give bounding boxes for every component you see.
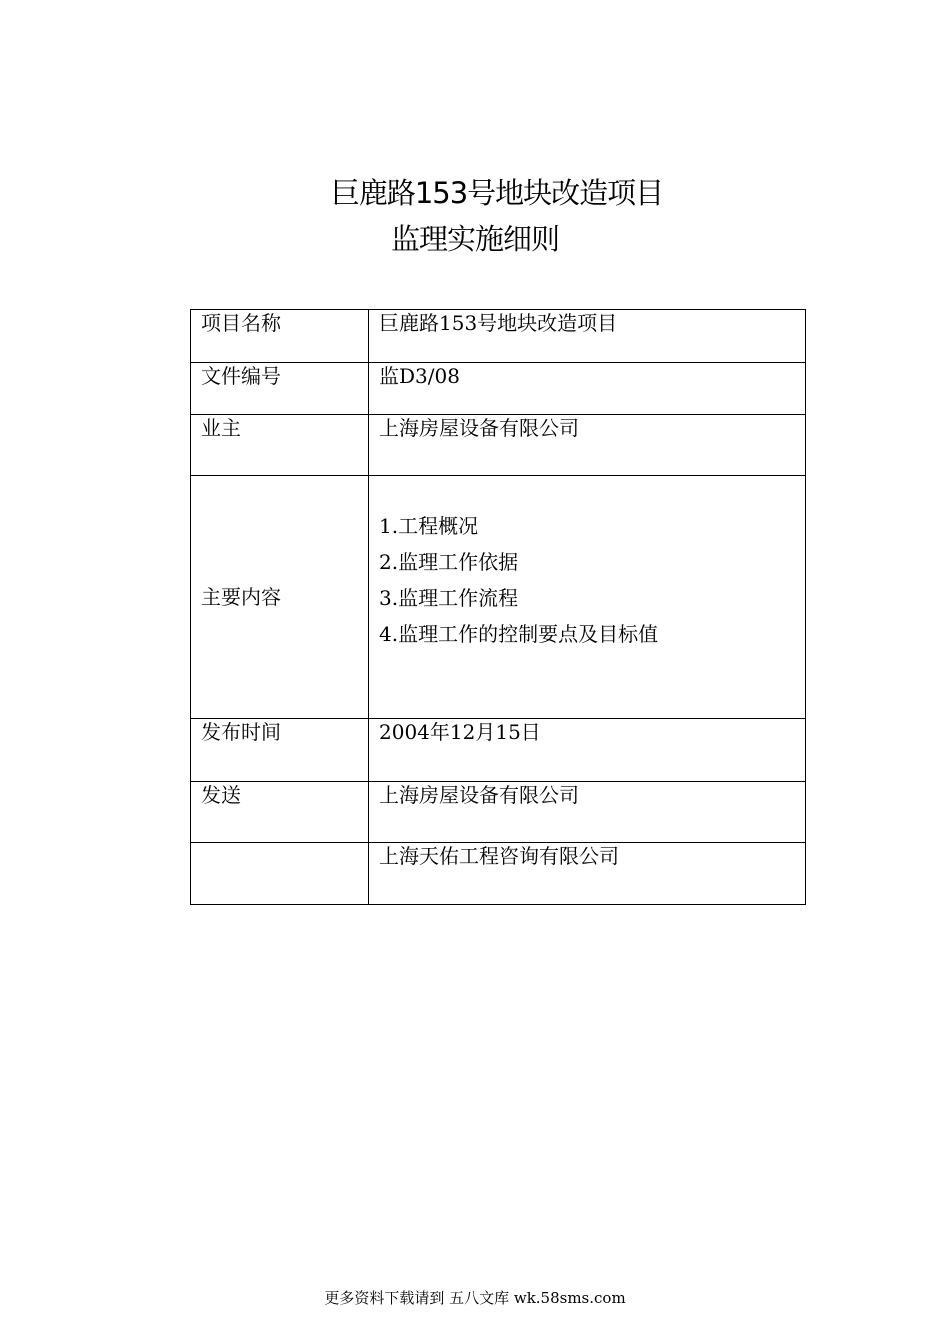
table-row [191, 782, 806, 843]
list-item: 1.工程概况 [379, 514, 479, 538]
document-subtitle: 监理实施细则 [390, 222, 559, 256]
row-value: 巨鹿路153号地块改造项目 [369, 310, 806, 363]
table-row [191, 310, 806, 363]
table-row [191, 363, 806, 415]
row-value: 上海房屋设备有限公司 [369, 782, 806, 843]
row-label: 业主 [191, 415, 369, 476]
row-value: 上海天佑工程咨询有限公司 [369, 843, 806, 905]
table-row [191, 476, 806, 719]
row-value: 监D3/08 [369, 363, 806, 415]
row-value: 上海房屋设备有限公司 [369, 415, 806, 476]
content-list-cell [369, 476, 806, 719]
list-item: 3.监理工作流程 [379, 586, 519, 610]
table-row [191, 415, 806, 476]
table-row [191, 719, 806, 782]
row-label [191, 843, 369, 905]
document-title: 巨鹿路153号地块改造项目 [330, 176, 664, 210]
row-label: 主要内容 [191, 476, 369, 719]
list-item: 4.监理工作的控制要点及目标值 [379, 622, 659, 646]
row-label: 发送 [191, 782, 369, 843]
row-label: 发布时间 [191, 719, 369, 782]
table-row [191, 843, 806, 905]
footer-text: 更多资料下载请到 五八文库 wk.58sms.com [324, 1289, 626, 1307]
project-info-table [190, 309, 806, 905]
row-value: 2004年12月15日 [369, 719, 806, 782]
row-label: 文件编号 [191, 363, 369, 415]
list-item: 2.监理工作依据 [379, 550, 519, 574]
row-label: 项目名称 [191, 310, 369, 363]
content-list [379, 508, 805, 652]
